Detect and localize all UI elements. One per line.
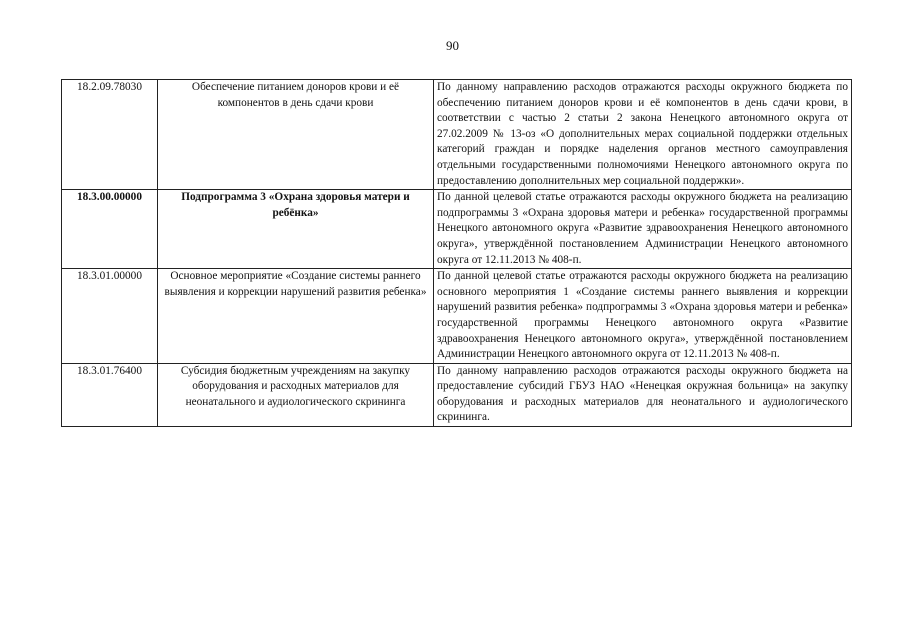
target-article-name: Основное мероприятие «Создание системы раннего выявления и коррекции нарушений развития ребенка» bbox=[158, 269, 434, 364]
target-article-description: По данному направлению расходов отражаются расходы окружного бюджета по обеспечению питанием доноров крови и её компонентов в день сдачи крови, в соответствии с частью 2 статьи 2 закона Ненецкого автономного округа от 27.02.2009 № 13-оз «О дополнительных мерах социальной поддержки отдельных категорий граждан и порядке наделения органов местного самоуправления отдельными государственными полномочиями Ненецкого автономного округа по предоставлению дополнительных мер социальной поддержки». bbox=[434, 80, 852, 190]
target-article-name: Обеспечение питанием доноров крови и её компонентов в день сдачи крови bbox=[158, 80, 434, 190]
table-row bbox=[62, 80, 852, 190]
table-row bbox=[62, 269, 852, 364]
page-number: 90 bbox=[446, 38, 459, 53]
target-article-name: Субсидия бюджетным учреждениям на закупку оборудования и расходных материалов для неонатального и аудиологического скрининга bbox=[158, 363, 434, 426]
target-article-description: По данной целевой статье отражаются расходы окружного бюджета на реализацию подпрограммы 3 «Охрана здоровья матери и ребенка» государственной программы Ненецкого автономного округа «Развитие здравоохранения Ненецкого автономного округа», утверждённой постановлением Администрации Ненецкого автономного округа от 12.11.2013 № 408-п. bbox=[434, 190, 852, 269]
target-article-code: 18.3.01.00000 bbox=[62, 269, 158, 364]
target-article-description: По данной целевой статье отражаются расходы окружного бюджета на реализацию основного мероприятия 1 «Создание системы раннего выявления и коррекции нарушений развития ребенка» подпрограммы 3 «Охрана здоровья матери и ребенка» государственной программы Ненецкого автономного округа «Развитие здравоохранения Ненецкого автономного округа», утверждённой постановлением Администрации Ненецкого автономного округа от 12.11.2013 № 408-п. bbox=[434, 269, 852, 364]
budget-classification-table bbox=[61, 79, 852, 427]
table-row bbox=[62, 190, 852, 269]
target-article-code: 18.3.00.00000 bbox=[62, 190, 158, 269]
target-article-name: Подпрограмма 3 «Охрана здоровья матери и ребёнка» bbox=[158, 190, 434, 269]
target-article-code: 18.3.01.76400 bbox=[62, 363, 158, 426]
target-article-code: 18.2.09.78030 bbox=[62, 80, 158, 190]
target-article-description: По данному направлению расходов отражаются расходы окружного бюджета на предоставление субсидий ГБУЗ НАО «Ненецкая окружная больница» на закупку оборудования и расходных материалов для неонатального и аудиологического скрининга. bbox=[434, 363, 852, 426]
table-row bbox=[62, 363, 852, 426]
